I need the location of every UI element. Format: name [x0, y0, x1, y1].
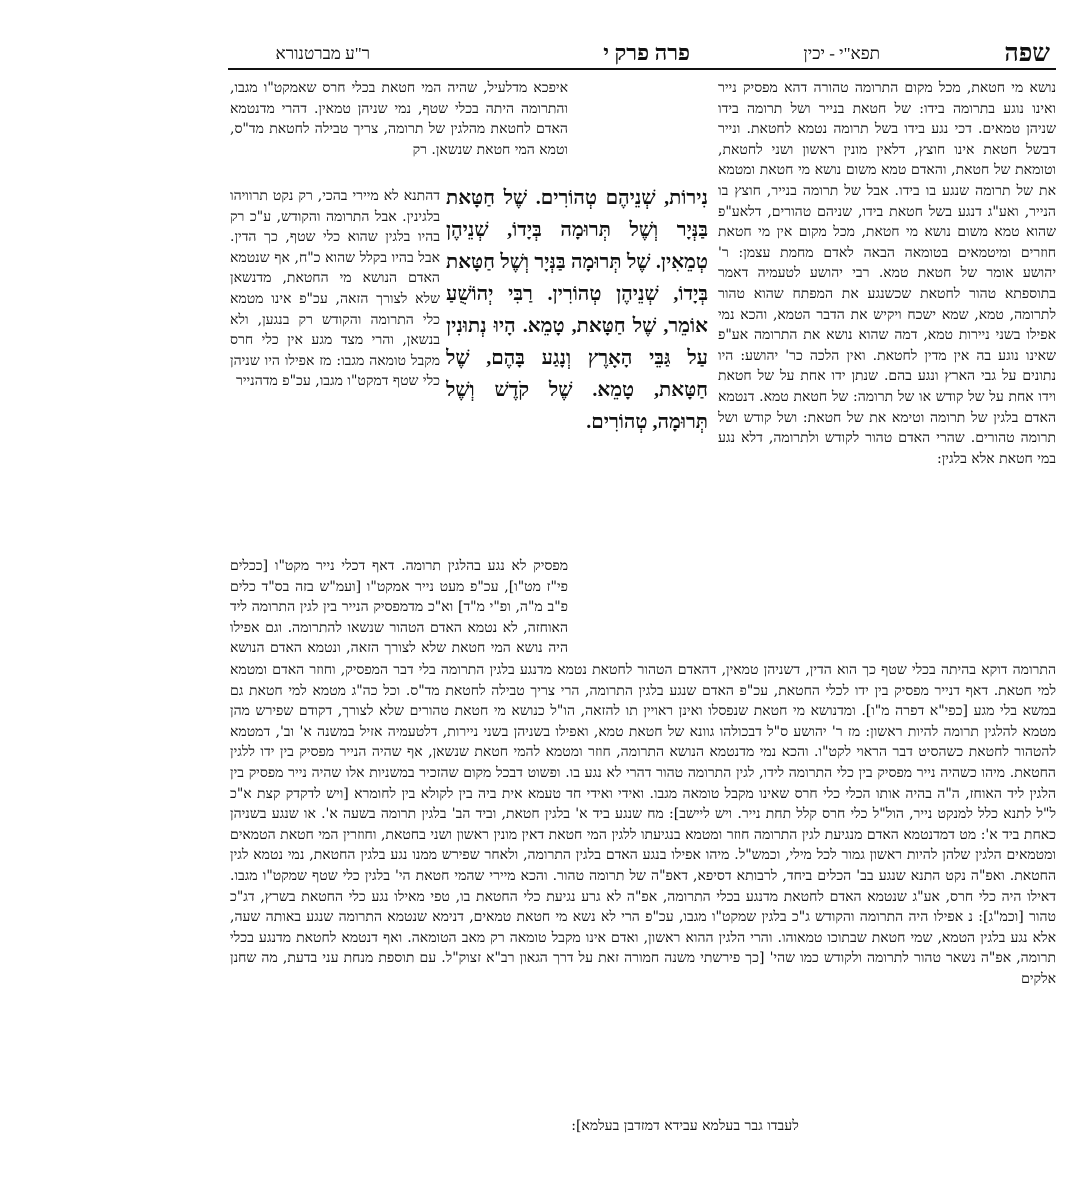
commentary-text: איפכא מדלעיל, שהיה המי חטאת בכלי חרס שאמקט"ו מגבו, והתרומה היתה בכלי שטף, נמי שניהן טמאין. דהרי מדנטמא האדם לחטאת מהלגין של תרומה, צריך טבילה לחטאת מד"ס, וטמא המי חטאת שנשאן. רק	[230, 80, 568, 158]
commentary-text: מפסיק לא נגע בהלגין תרומה. דאף דכלי נייר מקט"ו [ככלים פי"ז מט"ו], עכ"פ מעט נייר אמקט"ו [ועמ"ש בזה בס"ד כלים פ"ב מ"ה, ופ"י מ"ד] וא"כ מדמפסיק הנייר בין לגין התרומה ליד האוחזה, לא נטמא האדם הטהור שנשאו להתרומה. וגם אפילו היה נושא המי חטאת שלא לצורך הזאה, ונטמא האדם הנושא	[230, 558, 568, 656]
commentary-left-top	[230, 78, 568, 184]
page-header	[230, 40, 1050, 70]
commentary-text: התרומה דוקא בהיתה בכלי שטף כך הוא הדין, דשניהן טמאין, דהאדם הטהור לחטאת נטמא מדנגע בלגין התרומה בלי דבר המפסיק, וחוזר האדם ומטמא למי חטאת. דאף דנייר מפסיק בין ידו לכלי החטאת, עכ"פ האדם שנגע בלגין התרומה, הרי צריך טבילה לחטאת מד"ס. וכל כה"ג מטמא למי חטאת גם במשא בלי מגע [כפי"א דפרה מ"ו]. ומדנושא מי חטאת שנפסלו ואינן ראויין תו להזאה, הו"ל כנושא מי חטאת טהורים שלא לצורך, דקודם שפירש מהן מטמא להלגין תרומה להיות ראשון: מז ר' יהושע ס"ל דבכולהו גוונא של חטאת טמא, ואפילו בשניהן בשני ניירות, דלטעמיה אזיל במשנה א' וב', דמטמא להטהור לחטאת כשהסיט דבר הראוי לקט"ו. והכא נמי מדנטמא הנושא התרומה, חוזר ומטמא להמי חטאת שנשאן, אף שהיה הנייר מפסיק בין ידו ללגין החטאת. מיהו כשהיה נייר מפסיק בין כלי התרומה לידו, לגין התרומה טהור דהרי לא נגע בו. ופשוט דבכל מקום שהזכיר במשניות אלו שהיה נייר מפסיק בין הלגין ליד האוחז, ה"ה בהיה אותו הכלי כלי חרס שאינו מקבל טומאה מגבו. ואידי ואידי חד טעמא אית ביה בין לקולא בין לחומרא [ויש לדקדק קצת א"כ ל"ל לתנא כלל למנקט נייר, הול"ל כלי חרס קלל תחת נייר. ויש ליישב]: מח שנגע ביד א' בלגין חטאת, וביד הב' בלגין תרומה בשעה א'. או שנגע בשניהן כאחת ביד א': מט דמדנטמא האדם מנגיעת לגין התרומה חוזר ומטמא בנגיעתו ללגין המי חטאת דאין מונין ראשון ושני בחטאת, וחוזרין המי חטאת הטמאים ומטמאים הלגין שלהן להיות ראשון גמור לכל מילי, וכמש"ל. מיהו אפילו בנגע האדם בלגין התרומה, ולאחר שפירש ממנו נגע בלגין החטאת, נמי נטמא לגין החטאת. ואפ"ה נקט התנא שנגע בב' הכלים ביחד, לרבותא דסיפא, דאפ"ה של תרומה טהור. והכא מיירי שהמי חטאת הי' בלגין כלי שטף שמקט"ו מגבו. דאילו היה כלי חרס, אע"ג שנטמא האדם לחטאת מדנגע בכלי התרומה, אפ"ה לא גרע נגיעת כלי החטאת בו, טפי מאילו נגע כלי החטאת בשרץ, דג"כ טהור [וכמ"ג]: נ אפילו היה התרומה והקודש ג"כ בלגין שמקט"ו מגבו, עכ"פ הרי לא נשא מי חטאת טמאים, דנימא שנטמא התרומה שנגע באותה שעה, אלא נגע בלגין הטמא, שמי חטאת שבתוכו טמאוהו. והרי הלגין ההוא ראשון, ואדם אינו מקבל טומאה רק מאב הטומאה. ואף דנטמא לחטאת מדנגע בכלי תרומה, אפ"ה נשאר טהור לתרומה ולקודש כמו שהי' [כך פירשתי משנה חמורה זאת על דרך הגאון רב"א זצוק"ל. עם תוספת מנחת עני בדעת, מה שחנן אלקים	[230, 662, 1056, 987]
commentary-text: דהתנא לא מיירי בהכי, רק נקט תרוויהו בלגינין. אבל התרומה והקודש, ע"כ רק בהיו בלגין שהוא כלי שטף, כך הדין. אבל בהיו בקלל שהוא כ"ח, אף שנטמא האדם הנושא מי החטאת, מדנשאן שלא לצורך הזאה, עכ"פ אינו מטמא כלי התרומה והקודש רק בנגען, ולא בנשאן, והרי מצד מגע אין כלי חרס מקבל טומאה מגבו: מז אפילו היו שניהן כלי שטף דמקט"ו מגבו, עכ"פ מדהנייר	[230, 188, 440, 390]
chapter-title: פרה פרק י	[603, 40, 690, 65]
commentary-left-middle	[230, 186, 440, 556]
commentary-title: ר"ע מברטנורא	[275, 44, 370, 63]
header-rule	[228, 68, 1056, 70]
commentary-middle-lower	[230, 556, 568, 656]
commentary-text: נושא מי חטאת, מכל מקום התרומה טהורה דהא מפסיק נייר ואינו נוגע בתרומה בידו: של חטאת בנייר ושל תרומה בידו שניהן טמאים. דכי נגע בידו בשל תרומה נטמא לחטאת. ונייר דבשל חטאת אינו חוצץ, דלאין מונין ראשון ושני לחטאת, וטומאת של חטאת, והאדם טמא משום נושא מי חטאת ומטמא את של תרומה שנגע בו בידו. אבל של תרומה בנייר, חוצץ בו הנייר, ואע"ג דנגע בשל חטאת בידו, שניהם טהורים, דלאע"פ שהוא טמא משום נושא מי חטאת, מכל מקום אין מי חטאת חוזרים ומיטמאים בטומאה הבאה לאדם מחמת עצמן: ר' יהושע אומר של חטאת טמא. רבי יהושע לטעמיה דאמר בתוספתא טהור לחטאת שכשנגע את המפתח שהוא טהור לתרומה, טמא, שמא ישכח ויקיש את הדבר הטמא, והכא נמי אפילו בשני ניירות טמא, דמה שהוא נושא את התרומה אע"פ שאינו נוגע בה אין מדין לחטאת. ואין הלכה כר' יהושע: היו נתונים על גבי הארץ ונגע בהם. שנתן ידו אחת על של חטאת וידו אחת על של קודש או של תרומה: של חטאת טמא. דנטמא האדם בלגין של תרומה וטימא את של חטאת: ושל קודש ושל תרומה טהורים. שהרי האדם טהור לקודש ולתרומה, דלא נגע במי חטאת אלא בלגין:	[718, 80, 1056, 467]
mishna-text-block	[446, 182, 708, 612]
commentary-right-column	[718, 78, 1056, 658]
closing-line	[390, 1116, 980, 1140]
commentary-bottom-full-width	[230, 660, 1056, 1140]
mishna-text: נִירוֹת, שְׁנֵיהֶם טְהוֹרִים. שֶׁל חַטָּאת בַּנְּיָר וְשֶׁל תְּרוּמָה בְּיָדוֹ, שְׁנֵיהֶן טְמֵאִין. שֶׁל תְּרוּמָה בַּנְּיָר וְשֶׁל חַטָּאת בְּיָדוֹ, שְׁנֵיהֶן טְהוֹרִין. רַבִּי יְהוֹשֻׁעַ אוֹמֵר, שֶׁל חַטָּאת, טָמֵא. הָיוּ נְתוּנִין עַל גַּבֵּי הָאָרֶץ וְנָגַע בָּהֶם, שֶׁל חַטָּאת, טָמֵא. שֶׁל קֹדֶשׁ וְשֶׁל תְּרוּמָה, טְהוֹרִים.	[446, 187, 708, 433]
closing-text: לעבדו גבר בעלמא עבידא דמזדבן בעלמא]:	[571, 1118, 799, 1134]
running-head-range: תפא"י - יכין	[803, 44, 880, 63]
page-number: שפה	[1004, 40, 1050, 67]
